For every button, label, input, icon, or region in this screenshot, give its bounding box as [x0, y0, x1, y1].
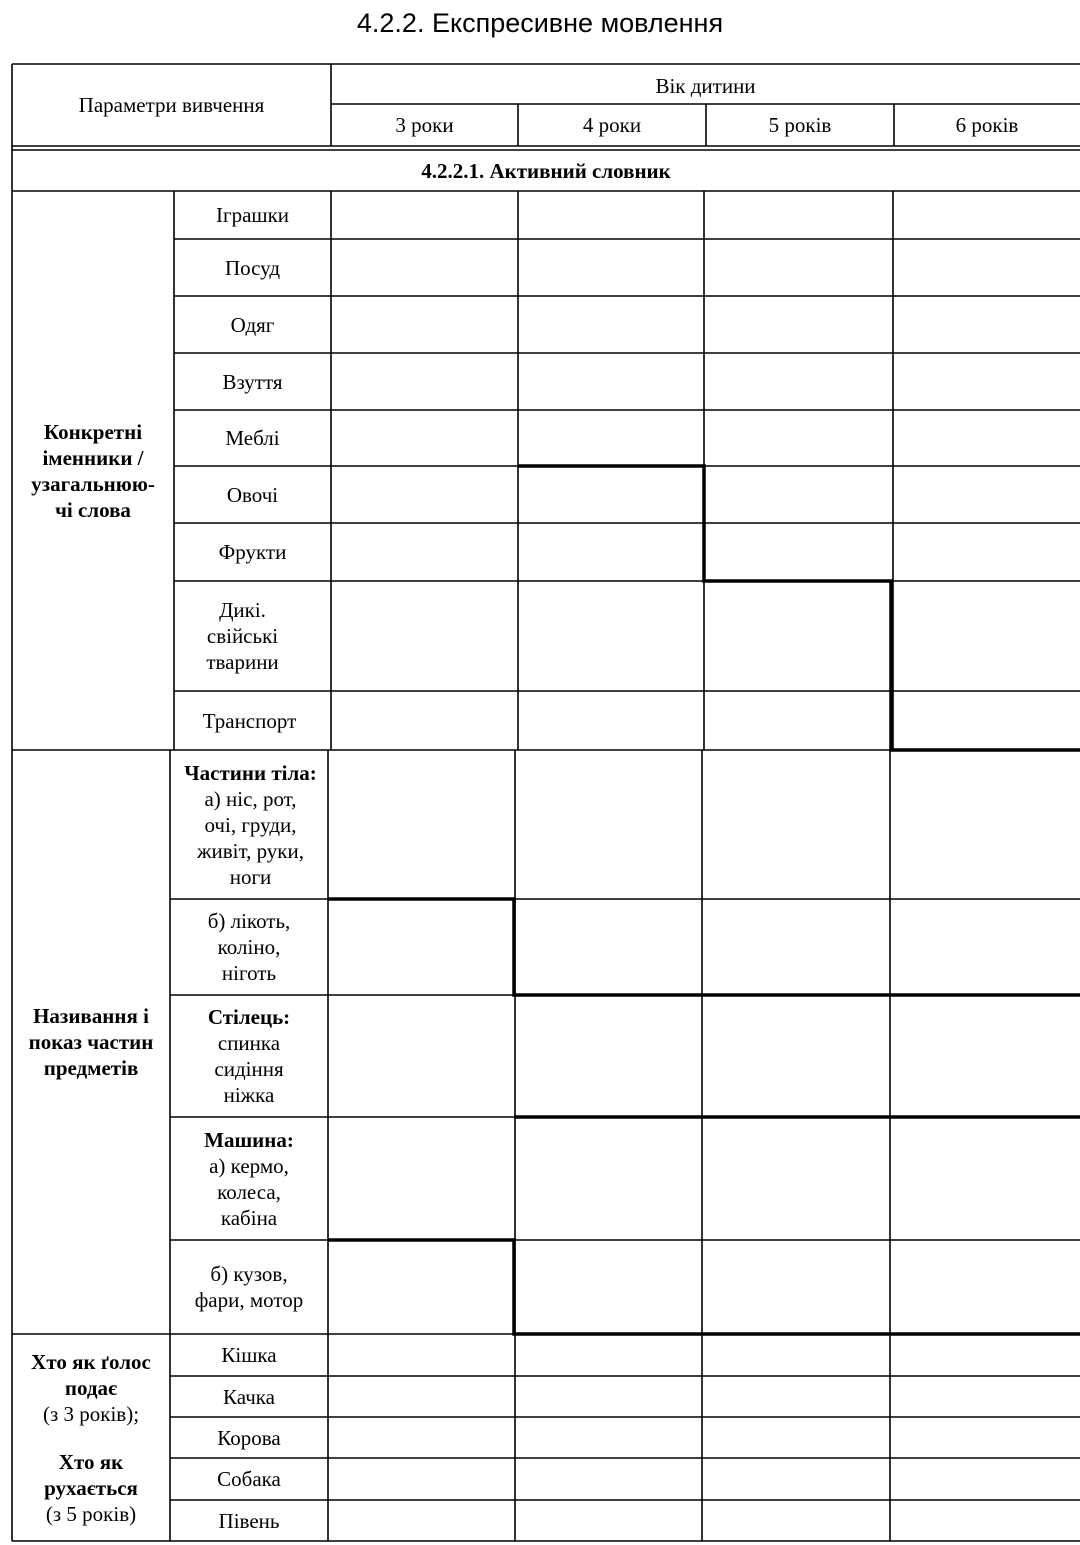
group-sounds-moves: Хто як ґолос подає (з 3 років); Хто як рухається (з 5 років) — [31, 1349, 151, 1526]
header-params: Параметри вивчення — [78, 93, 265, 117]
group-parts: Називання і показ частин предметів — [28, 1004, 154, 1080]
item-dishes: Посуд — [224, 255, 281, 280]
item-duck: Качка — [223, 1384, 275, 1409]
header-age: Вік дитини — [655, 74, 756, 98]
item-chair: Стілець: спинка сидіння ніжка — [207, 1005, 291, 1107]
age-5: 5 років — [768, 113, 832, 137]
item-furniture: Меблі — [225, 426, 280, 450]
item-body-parts: Частини тіла: а) ніс, рот, очі, груди, живіт, руки, ноги — [184, 760, 317, 889]
page-title: 4.2.2. Експресивне мовлення — [356, 8, 724, 38]
item-fruits: Фрукти — [218, 540, 287, 564]
item-car: Машина: а) кермо, колеса, кабіна — [204, 1127, 294, 1230]
item-clothes: Одяг — [230, 312, 275, 337]
item-cat: Кішка — [221, 1343, 277, 1367]
item-transport: Транспорт — [202, 708, 297, 733]
item-cow: Корова — [217, 1425, 281, 1450]
age-6: 6 років — [955, 113, 1019, 137]
item-animals: Дикі. свійські тварини — [206, 598, 279, 674]
age-4: 4 роки — [582, 113, 642, 137]
item-shoes: Взуття — [222, 369, 283, 394]
age-3: 3 роки — [395, 113, 454, 137]
section-title: 4.2.2.1. Активний словник — [421, 158, 671, 183]
item-rooster: Півень — [218, 1508, 280, 1533]
item-car-b: б) кузов, фари, мотор — [194, 1262, 304, 1312]
item-dog: Собака — [217, 1467, 281, 1491]
item-vegetables: Овочі — [226, 482, 279, 507]
group-nouns: Конкретні іменники / узагальнюю- чі слова — [31, 419, 155, 522]
item-body-parts-b: б) лікоть, коліно, ніготь — [207, 909, 291, 985]
item-toys: Іграшки — [215, 203, 290, 227]
